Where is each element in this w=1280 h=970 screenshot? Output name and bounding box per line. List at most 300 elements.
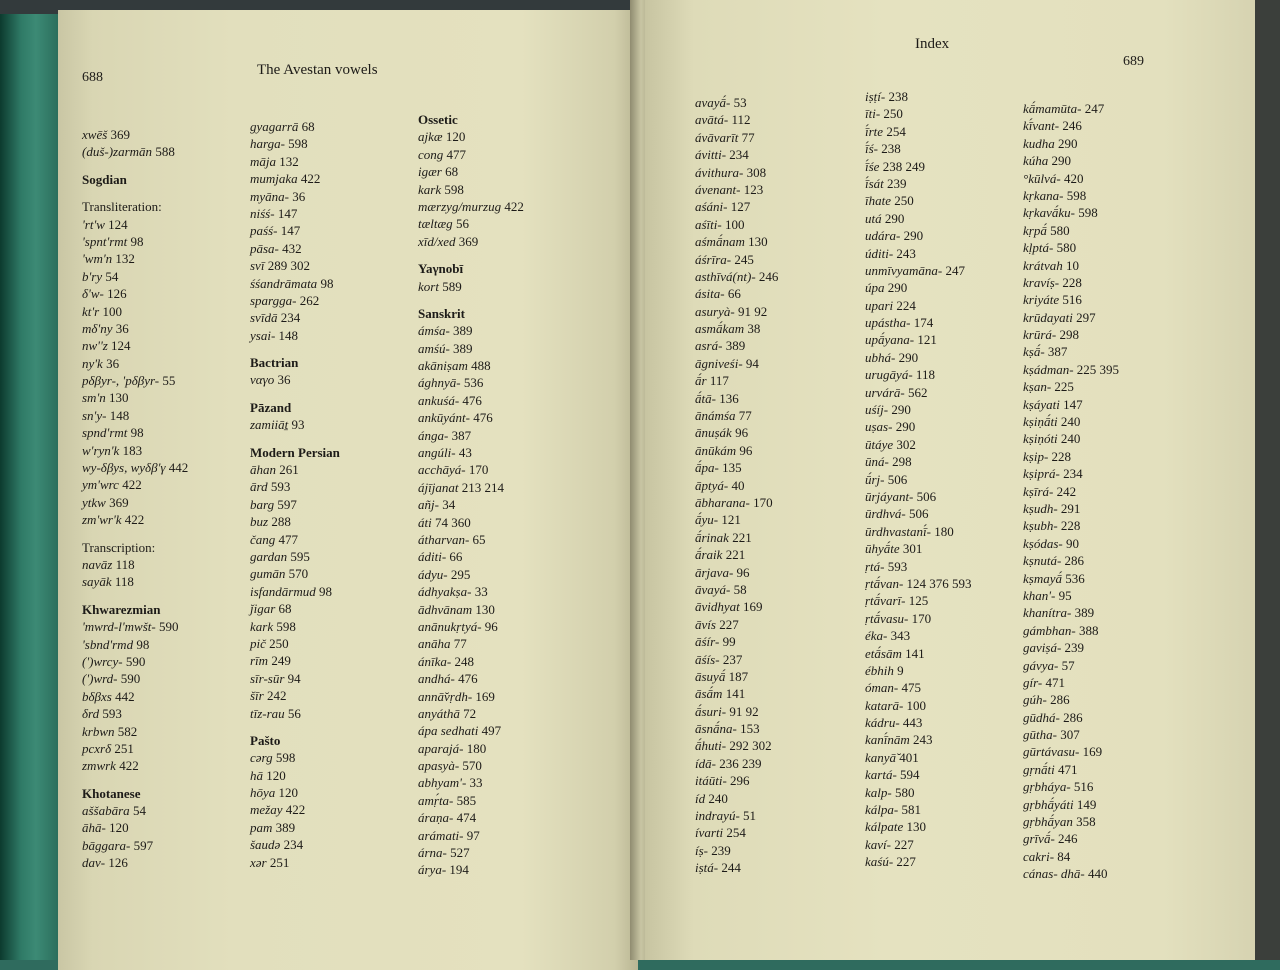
index-term: 'sbnd'rmd xyxy=(82,636,134,652)
index-term: éka- xyxy=(865,628,888,644)
page-reference: 34 xyxy=(438,497,456,513)
page-reference: 147 xyxy=(277,223,301,239)
index-entry xyxy=(695,442,778,459)
index-term: kanī́nām xyxy=(865,732,910,748)
page-reference: 227 xyxy=(890,836,914,852)
page-reference: 120 xyxy=(105,820,129,836)
index-term: kī́vant- xyxy=(1023,118,1060,134)
page-reference: 516 xyxy=(1059,292,1082,308)
index-term: kṣádman- xyxy=(1023,361,1074,377)
page-reference: 585 xyxy=(453,792,477,808)
index-term: °kūlvá- xyxy=(1023,170,1061,186)
index-entry xyxy=(695,424,778,441)
page-reference: 228 xyxy=(1059,274,1082,290)
page-reference: 290 xyxy=(1048,153,1072,169)
page-reference: 238 xyxy=(885,89,908,104)
index-term: íṣ- xyxy=(695,842,708,858)
index-term: uśíj- xyxy=(865,402,889,418)
index-entry xyxy=(418,740,524,757)
page-reference: 149 xyxy=(1073,796,1097,812)
page-reference: 432 xyxy=(278,240,302,256)
index-entry xyxy=(82,303,188,320)
index-entry xyxy=(418,392,524,409)
index-entry xyxy=(1023,691,1119,708)
index-entry xyxy=(418,278,524,295)
index-term: asthīvá(nt)- xyxy=(695,268,756,284)
index-term: krbwn xyxy=(82,723,115,739)
index-term: ūrjáyant- xyxy=(865,488,914,504)
index-entry xyxy=(865,488,972,505)
page-reference: 54 xyxy=(129,803,146,819)
index-entry xyxy=(418,427,524,444)
section-heading: Ossetic xyxy=(418,112,458,127)
page-reference: 598 xyxy=(441,181,464,197)
page-reference: 422 xyxy=(118,477,142,493)
index-term: b'ry xyxy=(82,268,103,284)
page-reference: 225 xyxy=(1051,379,1074,395)
index-term: ájījanat xyxy=(418,479,459,495)
index-entry xyxy=(250,118,340,135)
index-entry xyxy=(418,861,524,878)
right-column-1 xyxy=(695,94,778,877)
index-entry xyxy=(418,792,524,809)
index-entry xyxy=(82,424,188,441)
index-term: kḷptá- xyxy=(1023,240,1054,256)
index-entry xyxy=(1023,100,1119,117)
right-column-3 xyxy=(1023,100,1119,883)
index-term: āśís- xyxy=(695,651,720,667)
index-entry xyxy=(250,635,340,652)
index-term: kanyā̆ xyxy=(865,749,897,765)
page-reference: 422 xyxy=(121,512,145,528)
index-entry xyxy=(250,600,340,617)
index-term: cakri- xyxy=(1023,848,1055,864)
index-entry xyxy=(1023,865,1119,882)
page-reference: 94 xyxy=(284,670,301,686)
page-reference: 213 214 xyxy=(458,479,504,495)
index-entry xyxy=(1023,657,1119,674)
index-term: bāggara- xyxy=(82,837,131,853)
index-entry xyxy=(1023,761,1119,778)
index-entry xyxy=(1023,204,1119,221)
page-reference: 121 xyxy=(914,332,937,348)
page-reference: 98 xyxy=(315,583,332,599)
index-term: krátvah xyxy=(1023,257,1063,273)
index-entry xyxy=(82,636,188,653)
index-term: upástha- xyxy=(865,315,911,331)
index-term: uṣas- xyxy=(865,419,893,435)
index-entry xyxy=(250,170,340,187)
right-running-head: Index xyxy=(915,36,950,52)
page-reference: 99 xyxy=(719,634,736,650)
index-term: kṣan- xyxy=(1023,379,1052,395)
page-reference: 141 xyxy=(901,645,925,661)
index-term: kṣīrá- xyxy=(1023,483,1054,499)
page-reference: 132 xyxy=(112,251,135,267)
book-cover-cloth xyxy=(0,0,60,960)
page-reference: 296 xyxy=(726,773,750,789)
page-reference: 250 xyxy=(265,635,289,651)
index-entry xyxy=(82,442,188,459)
index-term: kálpate xyxy=(865,819,904,835)
index-entry xyxy=(1023,604,1119,621)
page-reference: 292 302 xyxy=(726,738,772,754)
index-term: ytkw xyxy=(82,494,106,510)
index-term: ārd xyxy=(250,479,268,495)
index-term: ā́raik xyxy=(695,547,723,563)
index-entry xyxy=(695,94,778,111)
section-heading: Sogdian xyxy=(82,171,127,187)
index-term: ūrdhvá- xyxy=(865,506,906,522)
page-reference: 117 xyxy=(706,373,729,389)
index-entry xyxy=(865,679,972,696)
page-reference: 242 xyxy=(1053,483,1077,499)
index-entry xyxy=(865,662,972,679)
index-entry xyxy=(82,476,188,493)
index-entry xyxy=(1023,743,1119,760)
index-entry xyxy=(865,471,972,488)
index-term: gṛbhā́yan xyxy=(1023,814,1073,830)
page-reference: 234 xyxy=(280,837,304,853)
page-reference: 570 xyxy=(285,566,309,582)
index-entry xyxy=(1023,500,1119,517)
page-reference: 387 xyxy=(1044,344,1068,360)
index-entry xyxy=(250,801,340,818)
index-term: kádru- xyxy=(865,715,900,731)
index-entry xyxy=(250,513,340,530)
page-reference: 290 xyxy=(888,402,911,418)
index-term: ávitti- xyxy=(695,147,727,163)
index-term: kalp- xyxy=(865,784,892,800)
subsection-label: Transcription: xyxy=(82,539,156,555)
index-term: utá xyxy=(865,210,882,226)
index-term: ṛtā́vasu- xyxy=(865,610,909,626)
index-entry xyxy=(1023,152,1119,169)
page-reference: 598 xyxy=(284,136,308,152)
index-entry xyxy=(695,790,778,807)
index-entry xyxy=(418,601,524,618)
index-term: árna- xyxy=(418,845,447,861)
index-entry xyxy=(865,314,972,331)
index-term: aššabāra xyxy=(82,803,130,819)
index-term: svīdā xyxy=(250,310,278,326)
page-reference: 527 xyxy=(446,845,470,861)
page-reference: 130 xyxy=(903,819,927,835)
index-entry xyxy=(695,598,778,615)
page-reference: 183 xyxy=(119,442,143,458)
index-term: ajkæ xyxy=(418,129,443,145)
index-entry xyxy=(418,496,524,513)
index-term: mežay xyxy=(250,802,283,818)
index-entry xyxy=(865,505,972,522)
index-term: āvís xyxy=(695,616,716,632)
page-reference: 40 xyxy=(728,477,745,493)
index-entry xyxy=(695,111,778,128)
index-term: (duš-)zarmān xyxy=(82,144,153,160)
index-term: mδ'ny xyxy=(82,320,113,336)
index-entry xyxy=(695,372,778,389)
index-term: andhá- xyxy=(418,671,455,687)
index-entry xyxy=(695,337,778,354)
page-reference: 123 xyxy=(740,181,764,197)
page-reference: 98 xyxy=(317,275,334,291)
index-term: kṛkana- xyxy=(1023,187,1064,203)
index-entry xyxy=(1023,378,1119,395)
index-entry xyxy=(865,418,972,435)
index-term: kṣáyati xyxy=(1023,396,1060,412)
page-reference: 43 xyxy=(455,445,472,461)
index-entry xyxy=(695,581,778,598)
index-term: ívarti xyxy=(695,825,724,841)
index-term: ūhyā́te xyxy=(865,541,900,557)
page-reference: 369 xyxy=(107,127,131,142)
index-term: āsnā́na- xyxy=(695,721,737,737)
page-reference: 290 xyxy=(1054,135,1078,151)
index-term: akāniṣam xyxy=(418,358,468,374)
index-term: ā́pa- xyxy=(695,460,719,476)
index-term: gávya- xyxy=(1023,657,1059,673)
index-entry xyxy=(418,409,524,426)
page-reference: 98 xyxy=(133,636,150,652)
index-term: avayā́- xyxy=(695,95,731,110)
page-reference: 290 xyxy=(881,210,905,226)
index-entry xyxy=(418,827,524,844)
index-term: cərg xyxy=(250,750,273,766)
index-term: hā xyxy=(250,767,263,783)
index-term: myāna- xyxy=(250,188,289,204)
index-term: āvidhyat xyxy=(695,599,740,615)
right-column-2 xyxy=(865,88,972,871)
index-entry xyxy=(1023,448,1119,465)
index-entry xyxy=(865,105,972,122)
subsection-label: Transliteration: xyxy=(82,199,162,215)
page-reference: 224 xyxy=(893,297,916,313)
page-reference: 286 xyxy=(1046,692,1070,708)
index-entry xyxy=(418,514,524,531)
page-reference: 170 xyxy=(749,494,773,510)
page-reference: 288 xyxy=(268,514,291,530)
index-entry xyxy=(82,705,188,722)
index-term: arámati- xyxy=(418,827,464,843)
index-term: kā́mamūta- xyxy=(1023,101,1082,116)
index-term: kúha xyxy=(1023,153,1049,169)
index-entry xyxy=(82,233,188,250)
index-entry xyxy=(82,126,188,143)
page-reference: 298 xyxy=(888,454,912,470)
page-reference: 580 xyxy=(891,784,915,800)
index-entry xyxy=(82,459,188,476)
index-term: xīd/xed xyxy=(418,233,456,249)
page-reference: 422 xyxy=(115,758,139,774)
index-entry xyxy=(82,618,188,635)
index-entry xyxy=(865,227,972,244)
page-reference: 261 xyxy=(276,462,299,478)
page-reference: 66 xyxy=(446,549,463,565)
page-reference: 598 xyxy=(1063,187,1087,203)
index-entry xyxy=(82,320,188,337)
index-entry xyxy=(1023,552,1119,569)
page-reference: 286 xyxy=(1061,553,1085,569)
index-term: kt'r xyxy=(82,303,100,319)
index-term: 'wm'n xyxy=(82,251,113,267)
index-term: abhyam'- xyxy=(418,775,467,791)
page-reference: 536 xyxy=(1062,570,1085,586)
page-reference: 238 249 xyxy=(879,158,925,174)
page-reference: 68 xyxy=(275,601,292,617)
index-entry xyxy=(695,737,778,754)
page-reference: 221 xyxy=(722,547,746,563)
page-reference: 84 xyxy=(1054,848,1071,864)
index-term: āhan xyxy=(250,462,276,478)
page-reference: 234 xyxy=(1059,466,1083,482)
index-term: kṣip- xyxy=(1023,448,1049,464)
index-entry xyxy=(82,337,188,354)
index-term: asuryà- xyxy=(695,303,735,319)
index-entry xyxy=(695,129,778,146)
index-term: itáūti- xyxy=(695,773,727,789)
index-entry xyxy=(1023,309,1119,326)
index-entry xyxy=(1023,135,1119,152)
page-reference: 180 xyxy=(930,523,954,539)
page-reference: 422 xyxy=(282,802,306,818)
index-term: ūná- xyxy=(865,454,889,470)
page-reference: 243 xyxy=(909,732,933,748)
index-term: niśś- xyxy=(250,205,275,221)
page-reference: 68 xyxy=(298,119,315,134)
page-reference: 36 xyxy=(112,320,129,336)
index-term: kṣudh- xyxy=(1023,500,1058,516)
index-entry xyxy=(865,645,972,662)
page-reference: 254 xyxy=(723,825,746,841)
page-reference: 497 xyxy=(478,723,502,739)
index-entry xyxy=(695,164,778,181)
index-term: kaví- xyxy=(865,836,891,852)
page-reference: 96 xyxy=(481,618,498,634)
index-entry xyxy=(250,222,340,239)
index-entry xyxy=(695,146,778,163)
index-entry xyxy=(250,205,340,222)
page-reference: 250 xyxy=(891,193,914,209)
index-entry xyxy=(418,233,524,250)
page-reference: 506 xyxy=(905,506,929,522)
index-entry xyxy=(865,384,972,401)
page-reference: 420 xyxy=(1060,170,1084,186)
index-entry xyxy=(250,371,340,388)
page-reference: 598 xyxy=(273,618,296,634)
left-column-2 xyxy=(250,118,340,871)
index-entry xyxy=(250,767,340,784)
index-term: añj- xyxy=(418,497,439,513)
index-term: átharvan- xyxy=(418,531,470,547)
index-entry xyxy=(82,268,188,285)
index-entry xyxy=(250,583,340,600)
index-term: xər xyxy=(250,854,267,870)
index-term: ubhá- xyxy=(865,349,896,365)
index-term: aśáni- xyxy=(695,199,728,215)
page-reference: 239 xyxy=(883,175,907,191)
page-reference: 240 xyxy=(705,790,728,806)
index-term: 'rt'w xyxy=(82,216,105,232)
index-entry xyxy=(865,592,972,609)
index-term: ébhih xyxy=(865,662,894,678)
index-term: ídā- xyxy=(695,755,716,771)
page-reference: 598 xyxy=(1074,205,1098,221)
page-reference: 120 xyxy=(275,785,299,801)
index-term: isfandārmud xyxy=(250,583,316,599)
index-term: pcxrδ xyxy=(82,740,112,756)
page-reference: 170 xyxy=(465,462,489,478)
page-reference: 236 239 xyxy=(715,755,762,771)
index-term: (')wrd- xyxy=(82,671,118,687)
page-reference: 590 xyxy=(155,619,179,635)
index-term: ṛtā́varī- xyxy=(865,593,906,609)
page-reference: 240 xyxy=(1057,414,1081,430)
index-term: upā́yana- xyxy=(865,332,915,348)
page-reference: 36 xyxy=(274,372,291,388)
page-reference: 228 xyxy=(1048,448,1072,464)
index-entry xyxy=(1023,361,1119,378)
index-entry xyxy=(250,461,340,478)
page-reference: 237 xyxy=(719,651,743,667)
index-entry xyxy=(250,275,340,292)
section-heading: Bactrian xyxy=(250,355,299,371)
index-entry xyxy=(865,123,972,140)
index-entry xyxy=(82,372,188,389)
index-entry xyxy=(1023,796,1119,813)
index-entry xyxy=(865,523,972,540)
index-entry xyxy=(1023,291,1119,308)
page-reference: 96 xyxy=(731,425,749,441)
index-term: nw''z xyxy=(82,338,108,354)
index-term: ny'k xyxy=(82,355,103,371)
page-reference: 242 xyxy=(263,688,287,704)
index-entry xyxy=(82,819,188,836)
index-entry xyxy=(1023,517,1119,534)
index-entry xyxy=(865,453,972,470)
page-reference: 240 xyxy=(1057,431,1081,447)
index-entry xyxy=(418,774,524,791)
index-entry xyxy=(695,529,778,546)
page-reference: 130 xyxy=(472,601,495,617)
index-entry xyxy=(250,327,340,344)
page-reference: 147 xyxy=(1059,396,1083,412)
index-term: kriyáte xyxy=(1023,292,1060,308)
index-term: iṣṭí- xyxy=(865,89,886,104)
index-entry xyxy=(250,836,340,853)
index-term: ápa sedhati xyxy=(418,723,479,739)
index-term: īhate xyxy=(865,193,891,209)
page-reference: 290 xyxy=(884,280,908,296)
index-entry xyxy=(695,459,778,476)
index-term: angúli- xyxy=(418,445,456,461)
index-term: ā́huti- xyxy=(695,738,727,754)
section-heading: Khwarezmian xyxy=(82,601,161,617)
page-reference: 36 xyxy=(102,355,120,371)
page-reference: 476 xyxy=(454,671,478,687)
index-entry xyxy=(1023,726,1119,743)
index-term: kṣiṇóti xyxy=(1023,431,1058,447)
index-term: íd xyxy=(695,790,706,806)
page-reference: 91 92 xyxy=(734,303,768,319)
page-reference: 136 xyxy=(715,390,739,406)
index-term: sayāk xyxy=(82,574,112,590)
page-reference: 187 xyxy=(725,668,749,684)
index-entry xyxy=(695,494,778,511)
index-term: kartá- xyxy=(865,767,897,783)
index-entry xyxy=(82,250,188,267)
index-entry xyxy=(250,135,340,152)
index-term: gūdhá- xyxy=(1023,709,1060,725)
